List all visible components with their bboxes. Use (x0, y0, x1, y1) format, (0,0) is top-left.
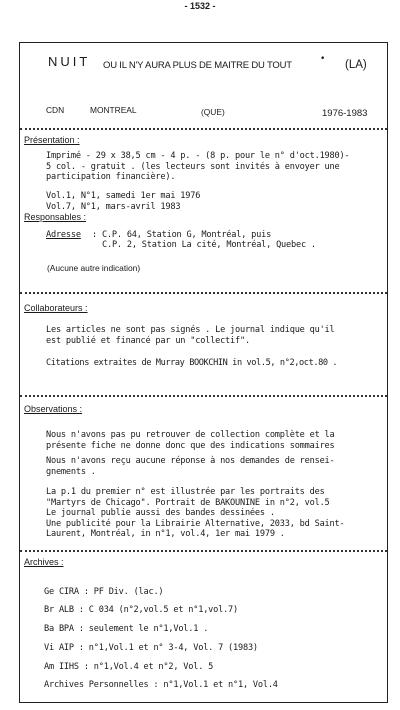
format-line: participation financière). (46, 172, 176, 182)
title-main: NUIT (48, 54, 91, 69)
presentation-heading: Présentation : (24, 135, 80, 145)
first-issue: Vol.1, N°1, samedi 1er mai 1976 (46, 191, 201, 201)
separator (20, 292, 387, 294)
collaborateurs-text (46, 325, 335, 346)
text-line: présente fiche ne donne donc que des indications sommaires (46, 440, 335, 451)
text-line: gnements . (46, 466, 96, 477)
separator (20, 550, 387, 552)
archive-holdings: : PF Div. (lac.) (83, 587, 164, 597)
text-line: "Martyrs de Chicago". Portrait de BAKOUNINE in n°2, vol.5 (46, 497, 330, 508)
text-line: Laurent, Montréal, in n°1, vol.4, 1er mai 1979 . (46, 529, 285, 539)
title-bullet: • (320, 54, 326, 64)
collaborateurs-heading: Collaborateurs : (24, 303, 88, 313)
personal-archives: Archives Personnelles : n°1,Vol.1 et n°1, Vol.4 (44, 680, 278, 690)
text-line: Les articles ne sont pas signés . Le journal indique qu'il (46, 325, 335, 335)
text-line: est publié et financé par un "collectif". (46, 335, 250, 346)
province: (QUE) (201, 107, 225, 117)
format-line: Imprimé - 29 x 38,5 cm - 4 p. - (8 p. pour le n° d'oct.1980)- (46, 151, 350, 161)
archive-library: CIRA (58, 587, 79, 597)
address-label: Adresse (46, 230, 81, 240)
separator (20, 395, 387, 397)
archives-heading: Archives : (24, 557, 64, 567)
archive-holdings: : seulement le n°1,Vol.1 . (78, 624, 209, 634)
archive-city: Am (44, 662, 54, 672)
last-issue: Vol.7, N°1, mars-avril 1983 (46, 201, 181, 212)
text-line: Le journal publie aussi des bandes dessinées . (46, 508, 275, 518)
archive-entry (44, 643, 258, 653)
responsables-note: (Aucune autre indication) (47, 263, 141, 273)
archive-entry (44, 624, 208, 634)
archive-entry (44, 605, 238, 615)
archive-holdings: : C 034 (n°2,vol.5 et n°1,vol.7) (78, 605, 239, 615)
observations-para2 (46, 456, 335, 477)
page-number: - 1532 - (184, 1, 216, 11)
address-line: : C.P. 64, Station G, Montréal, puis (92, 230, 272, 240)
archive-city: Vi (44, 643, 54, 653)
presentation-format (46, 151, 349, 183)
archive-city: Ba (44, 624, 54, 634)
title-subtitle: OU IL N'Y AURA PLUS DE MAITRE DU TOUT (103, 60, 292, 71)
text-line: Une publicité pour la Librairie Alternative, 2033, bd Saint- (46, 518, 345, 529)
address-line: C.P. 2, Station La cité, Montréal, Quebec . (102, 240, 316, 250)
archive-holdings: : n°1,Vol.1 et n° 3-4, Vol. 7 (1983) (78, 643, 258, 653)
archive-library: IIHS (58, 662, 79, 672)
format-line: 5 col. - gratuit . (les lecteurs sont invités à envoyer une (46, 161, 340, 172)
observations-para1 (46, 430, 335, 451)
archive-library: BPA (58, 624, 74, 634)
archive-holdings: : n°1,Vol.4 et n°2, Vol. 5 (83, 662, 214, 672)
archive-city: Ge (44, 587, 54, 597)
volume-range (46, 191, 200, 212)
responsables-heading: Responsables : (24, 212, 87, 222)
archive-entry (44, 662, 213, 672)
observations-para3 (46, 487, 344, 540)
text-line: Nous n'avons reçu aucune réponse à nos demandes de rensei- (46, 456, 335, 466)
citations: Citations extraites de Murray BOOKCHIN in vol.5, n°2,oct.80 . (46, 358, 338, 368)
country-code: CDN (46, 105, 65, 115)
years: 1976-1983 (322, 108, 368, 119)
archive-entry (44, 587, 163, 597)
city: MONTREAL (90, 105, 137, 115)
archive-city: Br (44, 605, 54, 615)
archive-library: AIP (58, 643, 74, 653)
observations-heading: Observations : (24, 404, 83, 414)
separator (20, 128, 387, 130)
title-article: (LA) (345, 59, 367, 71)
text-line: Nous n'avons pas pu retrouver de collection complète et la (46, 430, 335, 440)
text-line: La p.1 du premier n° est illustrée par les portraits des (46, 487, 325, 497)
archive-library: ALB (58, 605, 74, 615)
